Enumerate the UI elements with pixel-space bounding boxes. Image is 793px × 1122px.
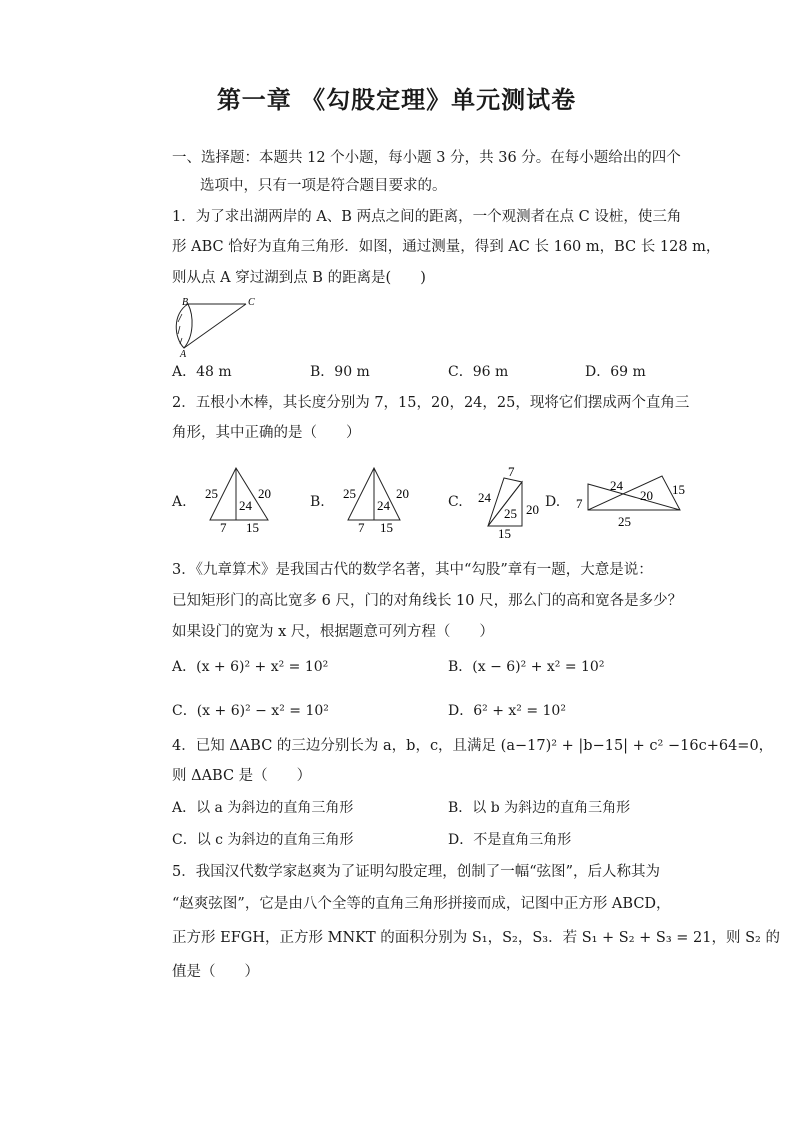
figure-label: 25 [205,486,218,501]
figure-label: 20 [258,486,271,501]
q1-text-line3: 则从点 A 穿过湖到点 B 的距离是( ) [172,270,426,286]
figure-label: 25 [618,514,631,529]
q5-text-line4: 值是（ ） [172,964,259,980]
figure-label: 24 [239,498,252,513]
figure-label: 15 [498,526,511,540]
q2-figure-c [470,462,548,540]
figure-stroke [588,476,680,510]
q2-option-c-label: C. [448,494,463,510]
section-header-line2: 选项中，只有一项是符合题目要求的。 [200,178,447,194]
figure-label: 25 [504,506,517,521]
q2-figure-b [338,464,418,536]
q4-option-b: B．以 b 为斜边的直角三角形 [448,800,631,816]
figure-label: 15 [380,520,393,535]
q1-lake-shape [176,304,192,348]
figure-label: 25 [343,486,356,501]
q3-option-a: A．(x + 6)² + x² = 10² [172,659,329,675]
q4-option-d: D．不是直角三角形 [448,832,572,848]
q3-option-d: D．6² + x² = 10² [448,703,566,719]
q3-text-line2: 已知矩形门的高比宽多 6 尺，门的对角线长 10 尺，那么门的高和宽各是多少？ [172,593,683,609]
q1-option-b: B．90 m [310,364,370,380]
page-title: 第一章 《勾股定理》单元测试卷 [216,85,577,114]
q5-text-line2: “赵爽弦图”，它是由八个全等的直角三角形拼接而成，记图中正方形 ABCD， [172,896,671,912]
figure-label: 24 [377,498,390,513]
q2-option-a-label: A. [172,494,187,510]
q5-text-line1: 5．我国汉代数学家赵爽为了证明勾股定理，创制了一幅“弦图”，后人称其为 [172,864,661,880]
q2-text-line2: 角形，其中正确的是（ ） [172,425,361,441]
figure-label: 7 [576,496,583,511]
q3-option-c: C．(x + 6)² − x² = 10² [172,703,329,719]
figure-label: 15 [246,520,259,535]
q2-option-b-label: B. [310,494,325,510]
q4-option-a: A．以 a 为斜边的直角三角形 [172,800,354,816]
q1-option-d: D．69 m [585,364,646,380]
figure-label: 7 [358,520,365,535]
figure-label: 15 [672,482,685,497]
q3-text-line3: 如果设门的宽为 x 尺，根据题意可列方程（ ） [172,624,494,640]
q1-text-line2: 形 ABC 恰好为直角三角形．如图，通过测量，得到 AC 长 160 m，BC 长 128 m， [172,239,721,255]
figure-label: 20 [526,502,539,517]
figure-label: 7 [508,464,515,479]
figure-label: 20 [640,488,653,503]
q1-label-b: B [182,297,189,308]
q4-option-c: C．以 c 为斜边的直角三角形 [172,832,354,848]
q2-text-line1: 2．五根小木棒，其长度分别为 7，15，20，24，25，现将它们摆成两个直角三 [172,395,690,411]
q2-option-d-label: D. [545,494,561,510]
q4-text-line1: 4．已知 ΔABC 的三边分别长为 a，b，c，且满足 (a−17)² + |b−15| + c² −16c+64=0， [172,738,774,754]
q4-text-line2: 则 ΔABC 是（ ） [172,768,312,784]
figure-stroke [588,484,680,510]
q1-option-c: C．96 m [448,364,509,380]
q2-figure-d [570,470,690,532]
q3-option-b: B．(x − 6)² + x² = 10² [448,659,605,675]
q5-text-line3: 正方形 EFGH，正方形 MNKT 的面积分别为 S₁，S₂，S₃．若 S₁ + S₂ + S₃ = 21，则 S₂ 的 [172,930,780,946]
q3-text-line1: 3．《九章算术》是我国古代的数学名著，其中“勾股”章有一题，大意是说： [172,562,653,578]
q1-label-a: A [180,349,187,358]
figure-label: 7 [220,520,227,535]
figure-label: 24 [478,490,491,505]
q1-option-a: A．48 m [172,364,232,380]
q2-figure-a [200,464,280,536]
q1-text-line1: 1．为了求出湖两岸的 A、B 两点之间的距离，一个观测者在点 C 设桩，使三角 [172,209,682,225]
q1-label-c: C [248,297,255,308]
q1-segment-ac [184,304,246,348]
figure-label: 20 [396,486,409,501]
section-header-line1: 一、选择题：本题共 12 个小题，每小题 3 分，共 36 分。在每小题给出的四个 [172,150,681,166]
q1-lake-figure [168,296,258,358]
figure-label: 24 [610,478,623,493]
